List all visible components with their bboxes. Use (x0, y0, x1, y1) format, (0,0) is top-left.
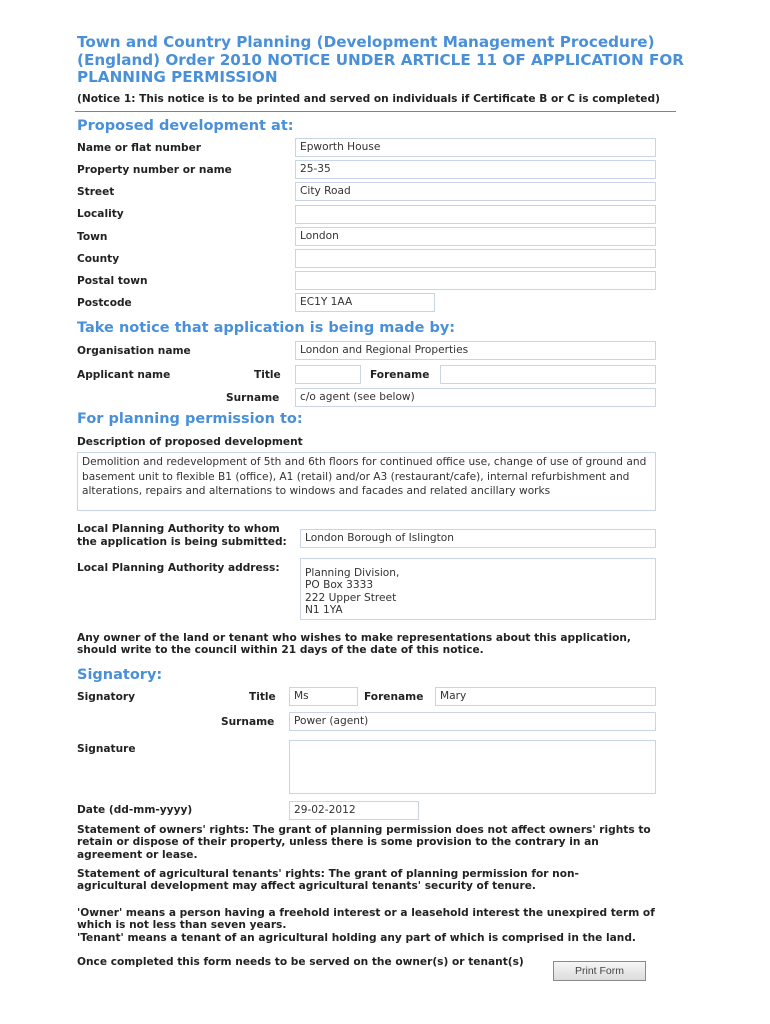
label-applicant-name: Applicant name (77, 369, 171, 381)
header-divider (75, 111, 676, 112)
label-name-or-flat: Name or flat number (77, 142, 201, 154)
label-county: County (77, 253, 120, 265)
applicant-title-field[interactable] (295, 365, 361, 384)
label-locality: Locality (77, 208, 124, 220)
label-town: Town (77, 231, 108, 243)
signatory-forename-field[interactable]: Mary (435, 687, 656, 706)
statement-owners-rights: Statement of owners' rights: The grant of planning permission does not affect owners' rights to retain or dispose of their property, unless there is some provision to the contrary in an agreement or lease. (77, 824, 651, 861)
label-postal-town: Postal town (77, 275, 148, 287)
served-instruction: Once completed this form needs to be served on the owner(s) or tenant(s) (77, 956, 524, 968)
section-heading-applicant: Take notice that application is being made by: (77, 320, 456, 336)
organisation-field[interactable]: London and Regional Properties (295, 341, 656, 360)
label-organisation: Organisation name (77, 345, 191, 357)
label-lpa-line2: the application is being submitted: (77, 536, 287, 548)
notice-subtitle: (Notice 1: This notice is to be printed and served on individuals if Certificate B or C is completed) (77, 93, 660, 105)
label-applicant-forename: Forename (370, 369, 430, 381)
description-field[interactable]: Demolition and redevelopment of 5th and 6th floors for continued office use, change of use of ground and basement unit to flexible B1 (office), A1 (retail) and/or A3 (restaurant/cafe), internal refurbishment and alterations, repairs and alternations to windows and facades and related ancillary works (77, 452, 656, 511)
signature-field[interactable] (289, 740, 656, 794)
applicant-surname-field[interactable]: c/o agent (see below) (295, 388, 656, 407)
signatory-surname-field[interactable]: Power (agent) (289, 712, 656, 731)
section-heading-proposed: Proposed development at: (77, 118, 294, 134)
property-number-field[interactable]: 25-35 (295, 160, 656, 179)
county-field[interactable] (295, 249, 656, 268)
label-date: Date (dd-mm-yyyy) (77, 804, 193, 816)
tenant-definition: 'Tenant' means a tenant of an agricultural holding any part of which is comprised in the land. (77, 932, 636, 944)
name-or-flat-field[interactable]: Epworth House (295, 138, 656, 157)
lpa-field[interactable]: London Borough of Islington (300, 529, 656, 548)
postcode-field[interactable]: EC1Y 1AA (295, 293, 435, 312)
street-field[interactable]: City Road (295, 182, 656, 201)
postal-town-field[interactable] (295, 271, 656, 290)
owner-representation-notice: Any owner of the land or tenant who wishes to make representations about this application, should write to the council within 21 days of the date of this notice. (77, 632, 631, 657)
label-description: Description of proposed development (77, 436, 303, 448)
label-postcode: Postcode (77, 297, 132, 309)
label-signatory-forename: Forename (364, 691, 424, 703)
label-applicant-surname: Surname (226, 392, 280, 404)
label-property-number: Property number or name (77, 164, 232, 176)
form-title: Town and Country Planning (Development Management Procedure) (England) Order 2010 NOTICE UNDER ARTICLE 11 OF APPLICATION FOR PLANNING PERMISSION (77, 33, 684, 86)
label-lpa-line1: Local Planning Authority to whom (77, 523, 280, 535)
label-signature: Signature (77, 743, 136, 755)
lpa-address-field[interactable]: Planning Division, PO Box 3333 222 Upper Street N1 1YA (300, 558, 656, 620)
town-field[interactable]: London (295, 227, 656, 246)
label-signatory-surname: Surname (221, 716, 275, 728)
section-heading-signatory: Signatory: (77, 667, 163, 683)
label-lpa-address: Local Planning Authority address: (77, 562, 280, 574)
section-heading-permission: For planning permission to: (77, 411, 303, 427)
statement-tenants-rights: Statement of agricultural tenants' rights: The grant of planning permission for non-agricultural development may affect agricultural tenants' security of tenure. (77, 868, 579, 893)
date-field[interactable]: 29-02-2012 (289, 801, 419, 820)
print-form-button[interactable]: Print Form (553, 961, 646, 981)
owner-definition: 'Owner' means a person having a freehold interest or a leasehold interest the unexpired term of which is not less than seven years. (77, 907, 655, 932)
applicant-forename-field[interactable] (440, 365, 656, 384)
label-signatory: Signatory (77, 691, 136, 703)
label-street: Street (77, 186, 115, 198)
label-applicant-title: Title (254, 369, 281, 381)
signatory-title-field[interactable]: Ms (289, 687, 358, 706)
locality-field[interactable] (295, 205, 656, 224)
label-signatory-title: Title (249, 691, 276, 703)
